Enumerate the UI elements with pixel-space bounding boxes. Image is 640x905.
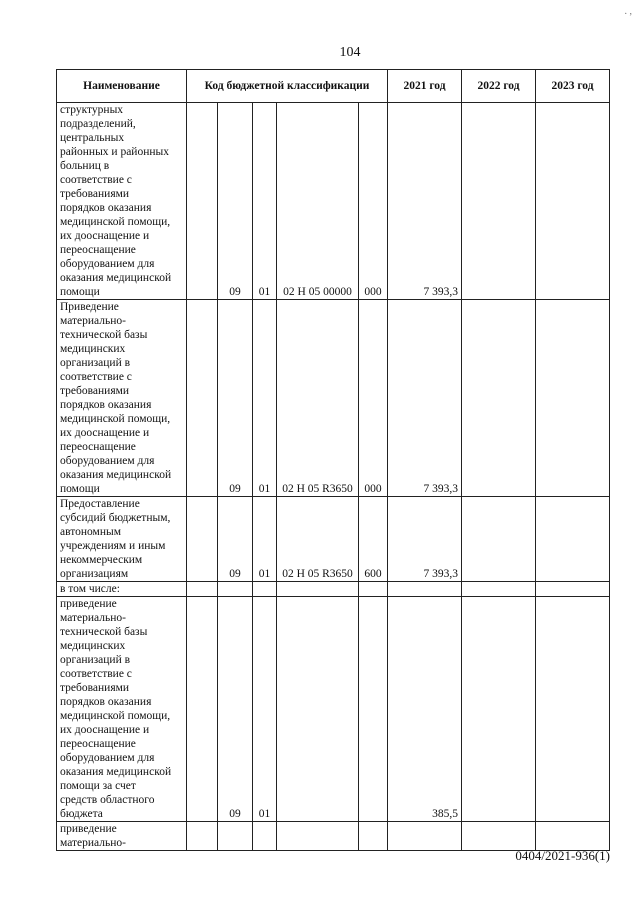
value-2023 xyxy=(536,300,610,497)
header-2022: 2022 год xyxy=(462,70,536,103)
corner-marker: . , xyxy=(624,6,632,17)
row-name: в том числе: xyxy=(57,582,187,597)
code-col-1 xyxy=(187,582,218,597)
code-col-1 xyxy=(187,497,218,582)
code-target-article xyxy=(277,582,359,597)
row-name: приведение материально- технической базы медицинских организаций в соответствие с требованиями порядков оказания медицинской помощи, их дооснащение и переоснащение оборудованием для оказания медицинской помощи за счет средств областного бюджета xyxy=(57,597,187,822)
value-2021: 7 393,3 xyxy=(388,103,462,300)
value-2022 xyxy=(462,103,536,300)
code-col-1 xyxy=(187,597,218,822)
code-target-article xyxy=(277,822,359,851)
header-budget-code: Код бюджетной классификации xyxy=(187,70,388,103)
table-row xyxy=(57,103,610,300)
code-subsection xyxy=(253,582,277,597)
table-header-row xyxy=(57,70,610,103)
code-expense-type xyxy=(359,582,388,597)
code-col-1 xyxy=(187,103,218,300)
code-section xyxy=(218,582,253,597)
value-2023 xyxy=(536,103,610,300)
code-subsection xyxy=(253,822,277,851)
table-row xyxy=(57,497,610,582)
code-expense-type xyxy=(359,822,388,851)
value-2022 xyxy=(462,597,536,822)
table-row xyxy=(57,597,610,822)
table-row xyxy=(57,822,610,851)
row-name: Приведение материально- технической базы медицинских организаций в соответствие с требованиями порядков оказания медицинской помощи, их дооснащение и переоснащение оборудованием для оказания медицинской помощи xyxy=(57,300,187,497)
value-2021 xyxy=(388,822,462,851)
table-row xyxy=(57,582,610,597)
code-expense-type xyxy=(359,597,388,822)
header-name: Наименование xyxy=(57,70,187,103)
code-target-article xyxy=(277,597,359,822)
code-col-1 xyxy=(187,300,218,497)
value-2022 xyxy=(462,497,536,582)
code-section: 09 xyxy=(218,300,253,497)
row-name: Предоставление субсидий бюджетным, автономным учреждениям и иным некоммерческим организациям xyxy=(57,497,187,582)
code-col-1 xyxy=(187,822,218,851)
value-2022 xyxy=(462,300,536,497)
header-2021: 2021 год xyxy=(388,70,462,103)
value-2022 xyxy=(462,582,536,597)
row-name: структурных подразделений, центральных районных и районных больниц в соответствие с требованиями порядков оказания медицинской помощи, их дооснащение и переоснащение оборудованием для оказания медицинской помощи xyxy=(57,103,187,300)
code-expense-type: 000 xyxy=(359,103,388,300)
code-section: 09 xyxy=(218,597,253,822)
code-subsection: 01 xyxy=(253,597,277,822)
value-2023 xyxy=(536,497,610,582)
code-target-article: 02 Н 05 R3650 xyxy=(277,300,359,497)
code-subsection: 01 xyxy=(253,103,277,300)
value-2023 xyxy=(536,582,610,597)
value-2023 xyxy=(536,597,610,822)
code-section: 09 xyxy=(218,103,253,300)
document-code: 0404/2021-936(1) xyxy=(515,848,610,863)
header-2023: 2023 год xyxy=(536,70,610,103)
code-section xyxy=(218,822,253,851)
budget-table xyxy=(56,69,610,851)
row-name: приведение материально- xyxy=(57,822,187,851)
value-2023 xyxy=(536,822,610,851)
value-2021: 385,5 xyxy=(388,597,462,822)
page-number: 104 xyxy=(339,45,361,60)
code-subsection: 01 xyxy=(253,497,277,582)
table-row xyxy=(57,300,610,497)
code-target-article: 02 Н 05 00000 xyxy=(277,103,359,300)
code-expense-type: 600 xyxy=(359,497,388,582)
value-2022 xyxy=(462,822,536,851)
value-2021: 7 393,3 xyxy=(388,497,462,582)
code-subsection: 01 xyxy=(253,300,277,497)
value-2021 xyxy=(388,582,462,597)
code-target-article: 02 Н 05 R3650 xyxy=(277,497,359,582)
code-section: 09 xyxy=(218,497,253,582)
value-2021: 7 393,3 xyxy=(388,300,462,497)
code-expense-type: 000 xyxy=(359,300,388,497)
